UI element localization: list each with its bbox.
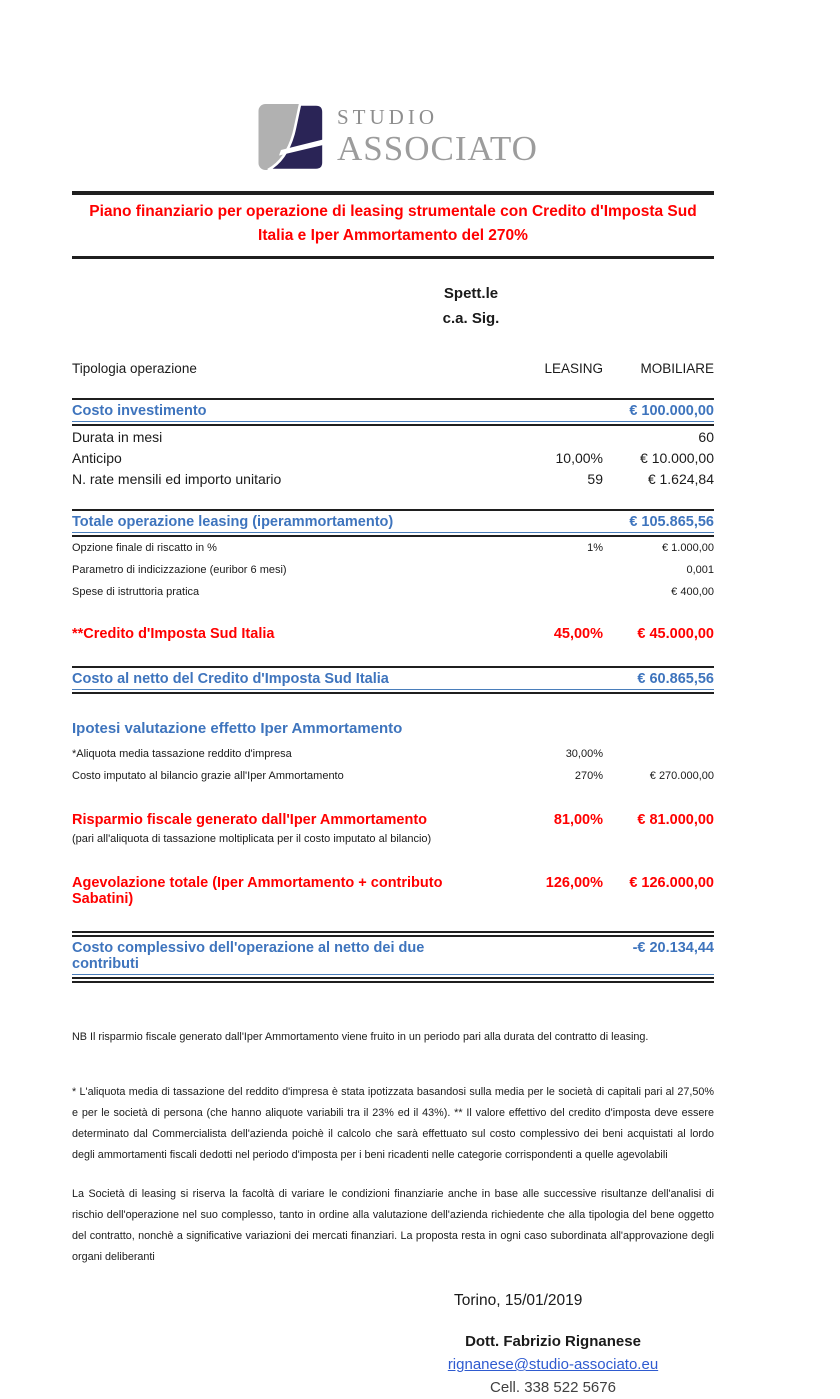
place-date: Torino, 15/01/2019 — [454, 1292, 583, 1309]
row-label: *Aliquota media tassazione reddito d'impresa — [72, 748, 292, 760]
row-label: Costo complessivo dell'operazione al netto dei due contributi — [72, 940, 425, 972]
signatory-email-line — [422, 1353, 684, 1376]
recipient-ca-sig: c.a. Sig. — [442, 310, 500, 327]
recipient-block — [72, 281, 714, 331]
row-anticipo — [72, 447, 714, 468]
section-totale-leasing — [72, 509, 714, 537]
row-label: Spese di istruttoria pratica — [72, 586, 200, 598]
value-mobiliare: € 400,00 — [671, 586, 714, 598]
value-leasing: 59 — [587, 470, 603, 487]
column-header-mobiliare: MOBILIARE — [640, 361, 714, 376]
value-mobiliare: € 270.000,00 — [649, 770, 714, 782]
column-header-leasing: LEASING — [544, 361, 603, 376]
row-risparmio-fiscale — [72, 809, 714, 830]
page-title: Piano finanziario per operazione di leasing strumentale con Credito d'Imposta Sud Italia e Iper Ammortamento del 270% — [89, 203, 697, 244]
row-credito-imposta — [72, 623, 714, 644]
row-agevolazione-totale — [72, 872, 714, 909]
row-label: N. rate mensili ed importo unitario — [72, 470, 282, 487]
value-leasing: 1% — [587, 542, 603, 554]
document-content — [72, 191, 714, 1399]
value-mobiliare: € 60.865,56 — [637, 671, 714, 687]
logo-studio-text: STUDIO — [337, 105, 438, 129]
value-mobiliare: € 45.000,00 — [637, 625, 714, 642]
value-leasing: 81,00% — [553, 811, 603, 828]
note-asterisks: * L'aliquota media di tassazione del reddito d'impresa è stata ipotizzata basandosi sulla media per le società di capitali pari al 27,50% e per le società di persona (che hanno aliquote variabili tra il 23% ed il 43%). ** Il valore effettivo del credito d'imposta deve essere determinato dal Commercialista dell'azienda poichè il calcolo che sarà effettuato sul costo complessivo dei beni acquistati al lordo degli ammortamenti fiscali dedotti nel periodo d'imposta per i beni ricadenti nelle categorie corrispondenti a quelle agevolabili — [72, 1086, 714, 1161]
recipient-spettle: Spett.le — [443, 285, 499, 302]
title-block — [72, 191, 714, 259]
logo-mark-icon — [258, 103, 324, 176]
value-mobiliare: € 100.000,00 — [629, 403, 714, 419]
section-costo-netto — [72, 666, 714, 694]
row-label: Parametro di indicizzazione (euribor 6 mesi) — [72, 564, 287, 576]
row-label: Costo al netto del Credito d'Imposta Sud Italia — [72, 671, 389, 687]
row-label: Agevolazione totale (Iper Ammortamento + contributo Sabatini) — [72, 874, 443, 907]
value-leasing: 30,00% — [565, 748, 603, 760]
value-mobiliare: € 10.000,00 — [640, 449, 714, 466]
value-leasing: 270% — [574, 770, 603, 782]
logo-wordmark — [337, 103, 538, 169]
value-mobiliare: € 1.000,00 — [662, 542, 714, 554]
row-label: **Credito d'Imposta Sud Italia — [72, 625, 275, 642]
section-costo-investimento — [72, 398, 714, 426]
row-aliquota — [72, 743, 714, 765]
row-label: Opzione finale di riscatto in % — [72, 542, 217, 554]
value-mobiliare: € 81.000,00 — [637, 811, 714, 828]
row-rate-mensili — [72, 468, 714, 489]
value-leasing: 126,00% — [545, 874, 603, 891]
row-indicizzazione — [72, 559, 714, 581]
row-label: Totale operazione leasing (iperammortamento) — [72, 514, 394, 530]
row-durata — [72, 426, 714, 447]
note-leasing-company: La Società di leasing si riserva la facoltà di variare le condizioni finanziarie anche in base alle successive risultanze dell'analisi di rischio dell'operazione nel suo complesso, tanto in ordine alla valutazione dell'azienda richiedente che alla tipologia del bene oggetto del contratto, nonchè a significative variazioni dei mercati finanziari. La proposta resta in ogni caso subordinata all'approvazione degli organi deliberanti — [72, 1188, 714, 1263]
column-label-tipologia: Tipologia operazione — [72, 361, 197, 376]
row-label: Durata in mesi — [72, 428, 163, 445]
value-mobiliare: € 126.000,00 — [629, 874, 714, 891]
risparmio-parenthetical-note: (pari all'aliquota di tassazione moltiplicata per il costo imputato al bilancio) — [72, 833, 432, 845]
table-header-row — [72, 361, 714, 376]
value-mobiliare: -€ 20.134,44 — [632, 940, 714, 956]
row-label: Risparmio fiscale generato dall'Iper Ammortamento — [72, 811, 428, 828]
value-leasing: 10,00% — [555, 449, 603, 466]
logo-associato-text: ASSOCIATO — [337, 129, 538, 168]
row-costo-imputato — [72, 765, 714, 787]
value-mobiliare: € 1.624,84 — [647, 470, 714, 487]
signatory-name: Dott. Fabrizio Rignanese — [465, 1333, 641, 1350]
value-mobiliare: € 105.865,56 — [629, 514, 714, 530]
row-label: Costo investimento — [72, 403, 207, 419]
ipotesi-heading: Ipotesi valutazione effetto Iper Ammortamento — [72, 720, 403, 737]
row-label: Costo imputato al bilancio grazie all'Iper Ammortamento — [72, 770, 344, 782]
row-label: Anticipo — [72, 449, 122, 466]
section-costo-complessivo — [72, 931, 714, 983]
note-nb: NB Il risparmio fiscale generato dall'Iper Ammortamento viene fruito in un periodo pari alla durata del contratto di leasing. — [72, 1031, 649, 1043]
value-mobiliare: 0,001 — [686, 564, 714, 576]
signatory-phone: Cell. 338 522 5676 — [490, 1379, 616, 1396]
signature-block — [422, 1330, 684, 1399]
row-istruttoria — [72, 581, 714, 603]
row-opzione-riscatto — [72, 537, 714, 559]
value-mobiliare: 60 — [698, 428, 714, 445]
studio-associato-logo — [258, 0, 840, 176]
email-link[interactable]: rignanese@studio-associato.eu — [447, 1356, 659, 1373]
value-leasing: 45,00% — [553, 625, 603, 642]
